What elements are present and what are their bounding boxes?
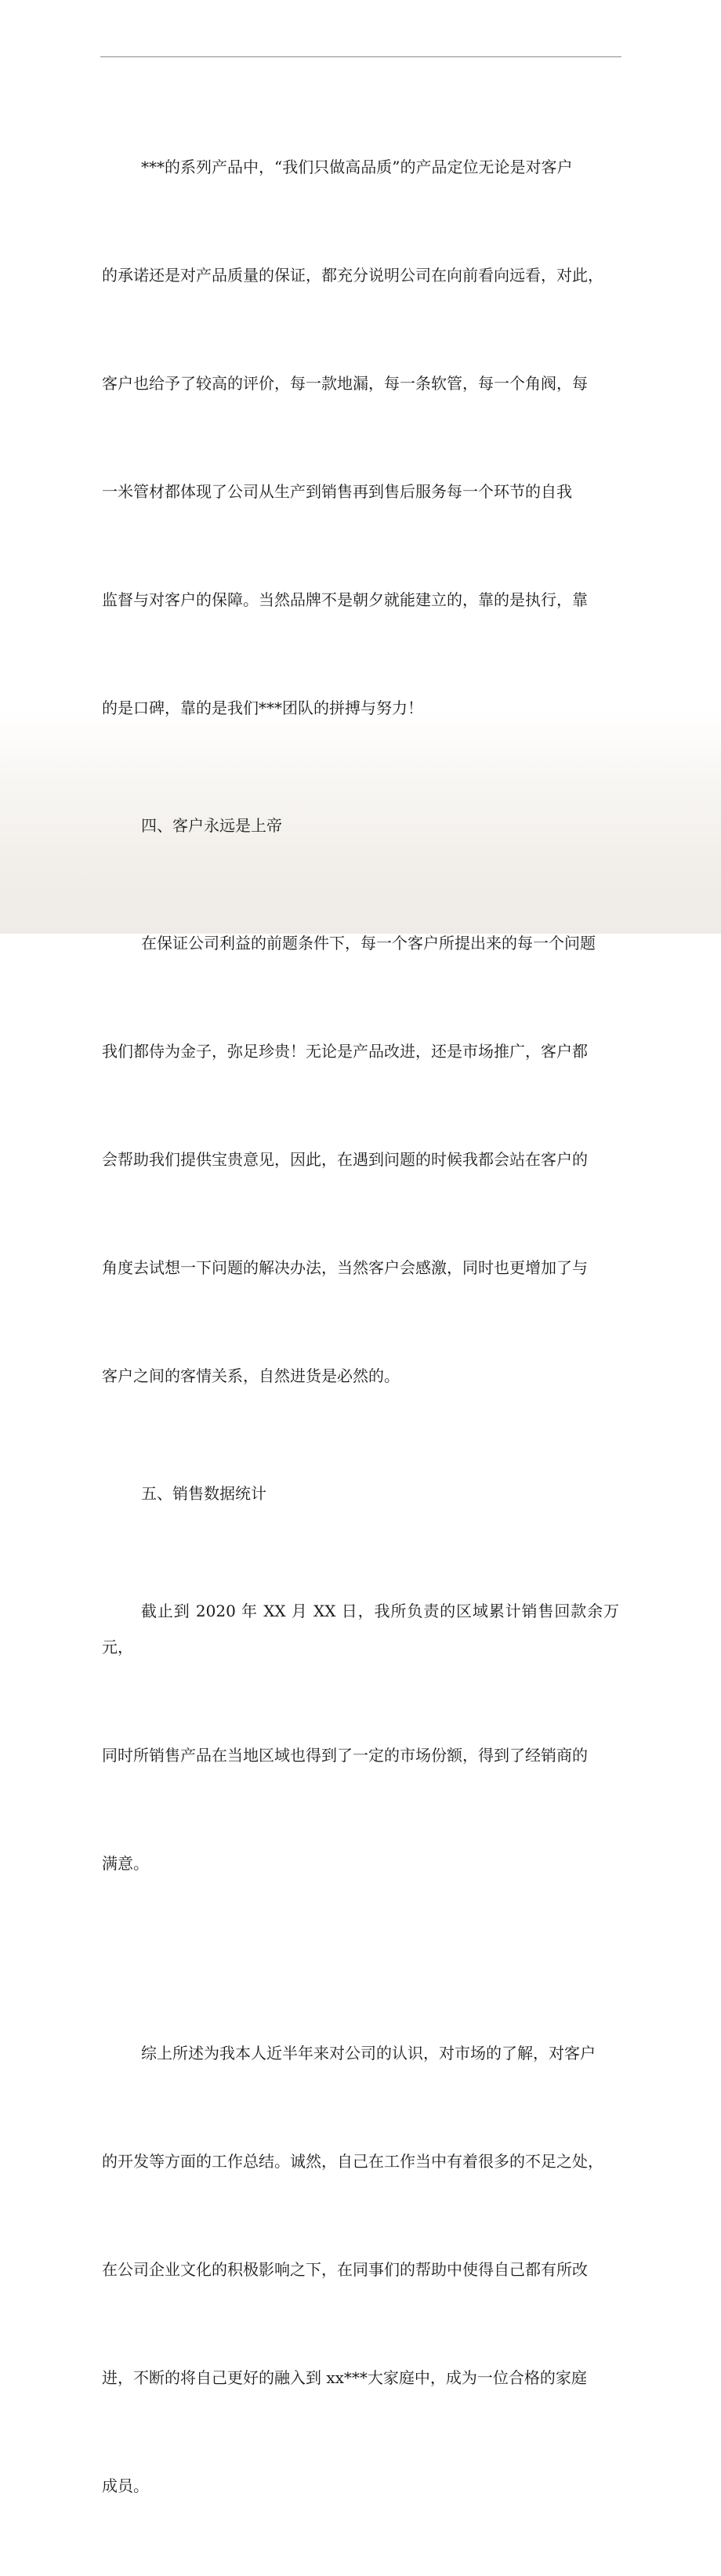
paragraph-product-quality [102,77,619,798]
text-line: 客户也给予了较高的评价，每一款地漏，每一条软管，每一个角阀，每 [102,374,588,393]
text-line: 在保证公司利益的前题条件下，每一个客户所提出来的每一个问题 [141,934,596,952]
text-line: 在公司企业文化的积极影响之下，在同事们的帮助中使得自己都有所改 [102,2260,588,2279]
text-line: 监督与对客户的保障。当然品牌不是朝夕就能建立的，靠的是执行，靠 [102,590,588,609]
section-heading-customer: 四、客户永远是上帝 [141,816,282,835]
header-divider [100,56,621,57]
text-line: 同时所销售产品在当地区域也得到了一定的市场份额，得到了经销商的 [102,1746,588,1765]
text-line: 综上所述为我本人近半年来对公司的认识，对市场的了解，对客户 [141,2044,596,2063]
text-line: 一米管材都体现了公司从生产到销售再到售后服务每一个环节的自我 [102,482,572,501]
text-line: ***的系列产品中，“我们只做高品质”的产品定位无论是对客户 [141,158,573,176]
text-line: 会帮助我们提供宝贵意见，因此，在遇到问题的时候我都会站在客户的 [102,1150,588,1169]
text-line: 截止到 2020 年 XX 月 XX 日，我所负责的区域累计销售回款余万元， [102,1602,619,1656]
paragraph-summary [102,1963,619,2576]
text-line: 的开发等方面的工作总结。诚然，自己在工作当中有着很多的不足之处， [102,2152,603,2171]
text-line: 成员。 [102,2476,149,2495]
section-heading-sales-data: 五、销售数据统计 [141,1484,266,1503]
text-line: 的承诺还是对产品质量的保证，都充分说明公司在向前看向远看，对此， [102,266,603,285]
paragraph-customer-feedback [102,853,619,1466]
text-line: 满意。 [102,1854,149,1873]
text-line: 角度去试想一下问题的解决办法，当然客户会感激，同时也更增加了与 [102,1258,588,1277]
paragraph-sales-figures [102,1521,619,1954]
text-line: 进，不断的将自己更好的融入到 xx***大家庭中，成为一位合格的家庭 [102,2368,587,2387]
text-line: 我们都侍为金子，弥足珍贵！无论是产品改进，还是市场推广，客户都 [102,1042,588,1061]
text-line: 的是口碑，靠的是我们***团队的拼搏与努力！ [102,698,423,717]
document-body [102,77,619,2576]
text-line: 客户之间的客情关系，自然进货是必然的。 [102,1366,400,1385]
